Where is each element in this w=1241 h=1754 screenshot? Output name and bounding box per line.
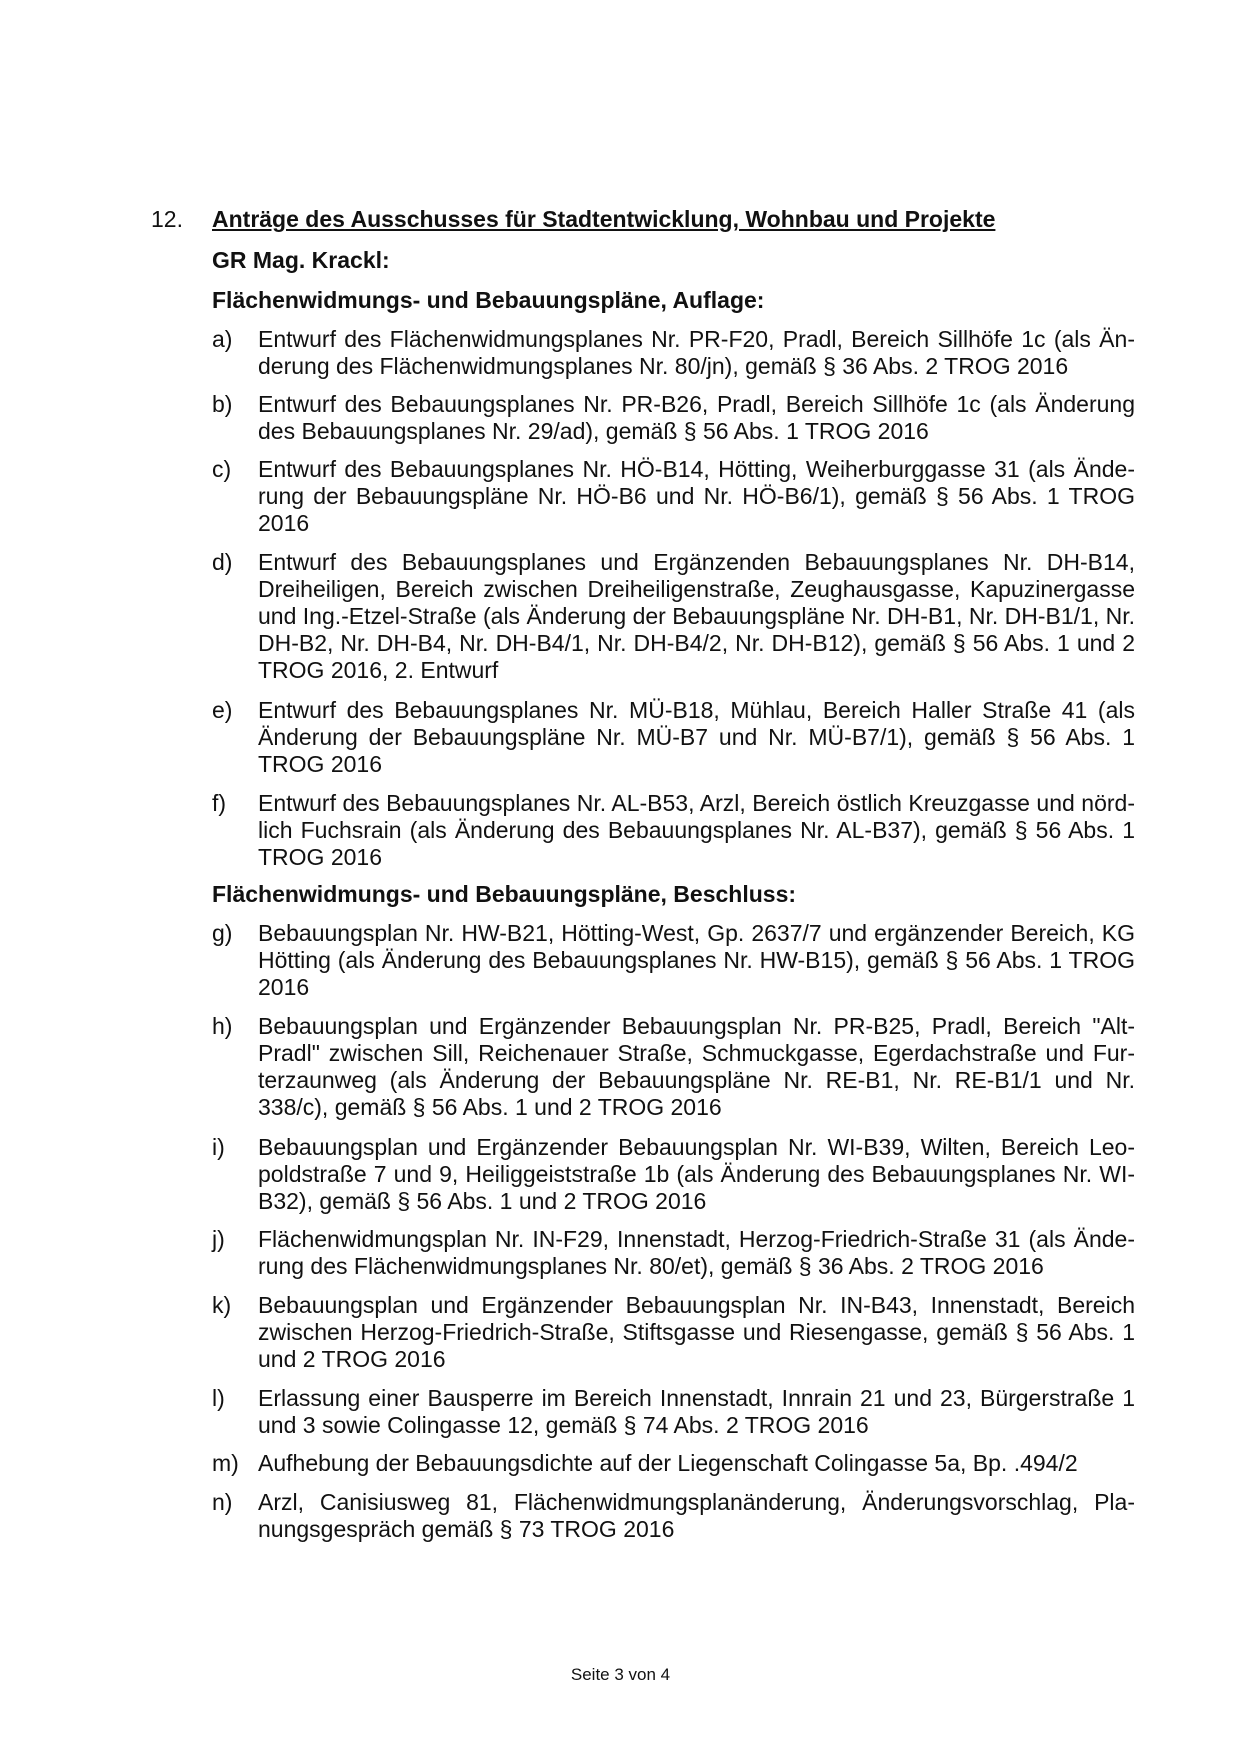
item-text: Bebauungsplan Nr. HW-B21, Hötting-West, Gp. 2637/7 und ergänzender Bereich, KG Hötting (als Änderung des Bebauungsplanes Nr. HW-B15), gemäß § 56 Abs. 1 TROG 2016 bbox=[258, 920, 1135, 1000]
item-text: Bebauungsplan und Ergänzender Bebauungsplan Nr. WI-B39, Wilten, Bereich Leopoldstraße 7 und 9, Heiliggeiststraße 1b (als Änderung des Bebauungsplanes Nr. WI-B32), gemäß § 56 Abs. 1 und 2 TROG 2016 bbox=[258, 1134, 1135, 1214]
item-text: Entwurf des Bebauungsplanes Nr. PR-B26, Pradl, Bereich Sillhöfe 1c (als Änderung des Bebauungsplanes Nr. 29/ad), gemäß § 56 Abs. 1 TROG 2016 bbox=[258, 391, 1135, 444]
item-letter: a) bbox=[212, 326, 233, 352]
speaker-name: GR Mag. Krackl: bbox=[212, 247, 390, 273]
group-heading-auflage: Flächenwidmungs- und Bebauungspläne, Auflage: bbox=[212, 287, 765, 313]
item-letter: f) bbox=[212, 790, 227, 816]
section-number: 12. bbox=[151, 206, 183, 232]
item-text: Flächenwidmungsplan Nr. IN-F29, Innenstadt, Herzog-Friedrich-Straße 31 (als Änderung des Flächenwidmungsplanes Nr. 80/et), gemäß § 36 Abs. 2 TROG 2016 bbox=[258, 1226, 1135, 1279]
item-letter: d) bbox=[212, 549, 233, 575]
item-text: Entwurf des Bebauungsplanes Nr. AL-B53, Arzl, Bereich östlich Kreuzgasse und nördlich Fuchsrain (als Änderung des Bebauungsplanes Nr. AL-B37), gemäß § 56 Abs. 1 TROG 2016 bbox=[258, 790, 1135, 870]
item-text: Entwurf des Flächenwidmungsplanes Nr. PR-F20, Pradl, Bereich Sillhöfe 1c (als Änderung des Flächenwidmungsplanes Nr. 80/jn), gemäß § 36 Abs. 2 TROG 2016 bbox=[258, 326, 1135, 379]
item-text: Entwurf des Bebauungsplanes und Ergänzenden Bebauungsplanes Nr. DH-B14, Dreiheiligen, Bereich zwischen Dreiheiligenstraße, Zeughausgasse, Kapuzinergasse und Ing.-Etzel-Straße (als Änderung der Bebauungspläne Nr. DH-B1, Nr. DH-B1/1, Nr. DH-B2, Nr. DH-B4, Nr. DH-B4/1, Nr. DH-B4/2, Nr. DH-B12), gemäß § 56 Abs. 1 und 2 TROG 2016, 2. Entwurf bbox=[258, 549, 1135, 683]
item-letter: e) bbox=[212, 697, 233, 723]
item-text: Bebauungsplan und Ergänzender Bebauungsplan Nr. PR-B25, Pradl, Bereich "Alt-Pradl" zwischen Sill, Reichenauer Straße, Schmuckgasse, Egerdachstraße und Furterzaunweg (als Änderung der Bebauungspläne Nr. RE-B1, Nr. RE-B1/1 und Nr. 338/c), gemäß § 56 Abs. 1 und 2 TROG 2016 bbox=[258, 1013, 1135, 1120]
section-title: Anträge des Ausschusses für Stadtentwicklung, Wohnbau und Projekte bbox=[212, 206, 996, 232]
item-letter: g) bbox=[212, 920, 233, 946]
item-text: Entwurf des Bebauungsplanes Nr. HÖ-B14, Hötting, Weiherburggasse 31 (als Änderung der Bebauungspläne Nr. HÖ-B6 und Nr. HÖ-B6/1), gemäß § 56 Abs. 1 TROG 2016 bbox=[258, 456, 1135, 536]
item-text: Aufhebung der Bebauungsdichte auf der Liegenschaft Colingasse 5a, Bp. .494/2 bbox=[258, 1450, 1078, 1476]
item-letter: j) bbox=[212, 1226, 225, 1252]
item-letter: h) bbox=[212, 1013, 233, 1039]
item-text: Erlassung einer Bausperre im Bereich Innenstadt, Innrain 21 und 23, Bürgerstraße 1 und 3 sowie Colingasse 12, gemäß § 74 Abs. 2 TROG 2016 bbox=[258, 1385, 1135, 1438]
item-text: Bebauungsplan und Ergänzender Bebauungsplan Nr. IN-B43, Innenstadt, Bereich zwischen Herzog-Friedrich-Straße, Stiftsgasse und Riesengasse, gemäß § 56 Abs. 1 und 2 TROG 2016 bbox=[258, 1292, 1135, 1372]
page-footer: Seite 3 von 4 bbox=[570, 1665, 671, 1684]
item-text: Entwurf des Bebauungsplanes Nr. MÜ-B18, Mühlau, Bereich Haller Straße 41 (als Änderung der Bebauungspläne Nr. MÜ-B7 und Nr. MÜ-B7/1), gemäß § 56 Abs. 1 TROG 2016 bbox=[258, 697, 1135, 777]
item-letter: n) bbox=[212, 1489, 233, 1515]
item-letter: k) bbox=[212, 1292, 232, 1318]
item-letter: b) bbox=[212, 391, 233, 417]
item-letter: c) bbox=[212, 456, 232, 482]
group-heading-beschluss: Flächenwidmungs- und Bebauungspläne, Beschluss: bbox=[212, 881, 797, 907]
item-letter: l) bbox=[212, 1385, 225, 1411]
item-text: Arzl, Canisiusweg 81, Flächenwidmungsplanänderung, Änderungsvorschlag, Planungsgespräch gemäß § 73 TROG 2016 bbox=[258, 1489, 1135, 1542]
item-letter: m) bbox=[212, 1450, 239, 1476]
item-letter: i) bbox=[212, 1134, 225, 1160]
